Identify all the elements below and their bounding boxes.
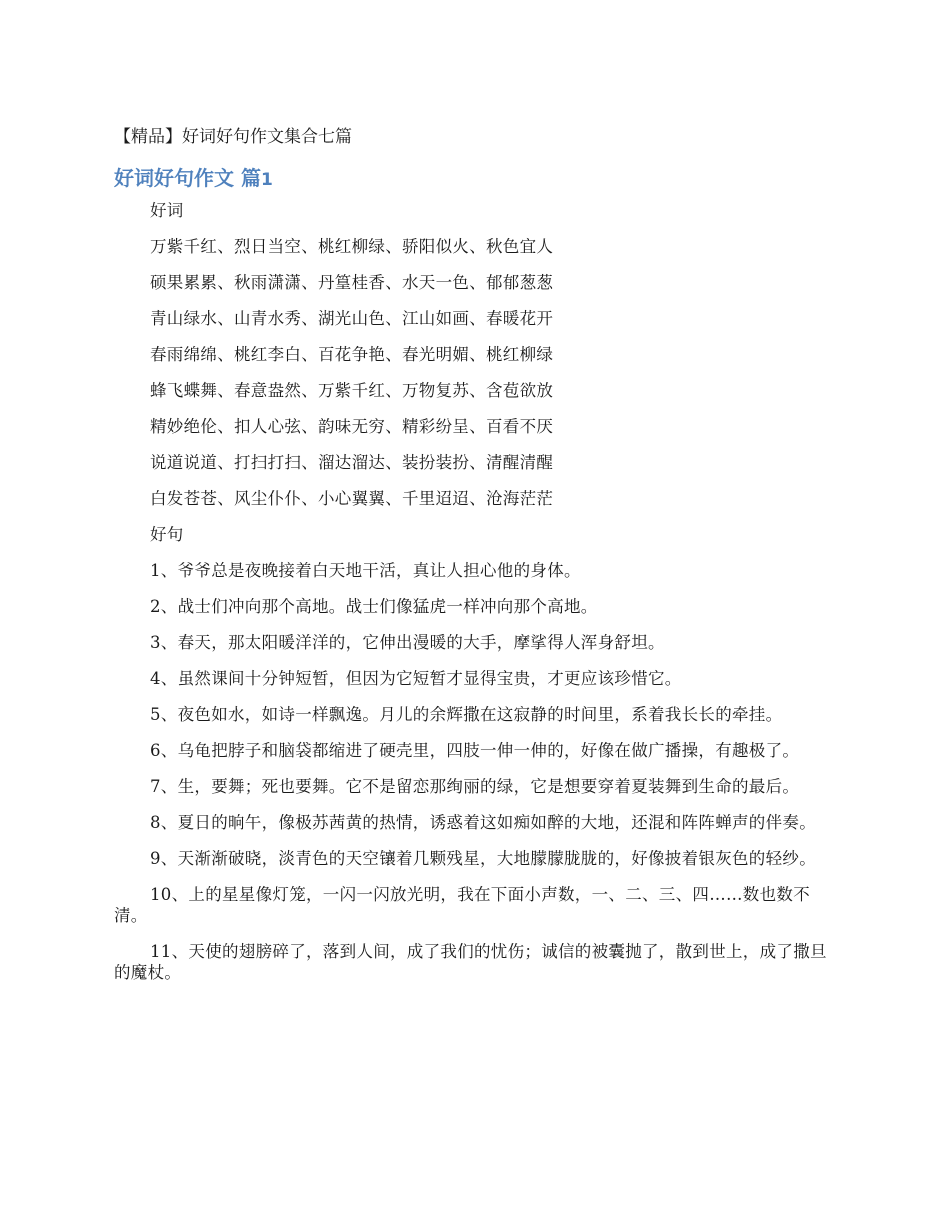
word-list-line: 硕果累累、秋雨潇潇、丹篁桂香、水天一色、郁郁葱葱 xyxy=(150,273,554,292)
sentence-item: 5、夜色如水，如诗一样飘逸。月儿的余辉撒在这寂静的时间里，系着我长长的牵挂。 xyxy=(150,705,783,724)
word-list-line: 春雨绵绵、桃红李白、百花争艳、春光明媚、桃红柳绿 xyxy=(150,345,554,364)
word-list-line: 万紫千红、烈日当空、桃红柳绿、骄阳似火、秋色宜人 xyxy=(150,237,554,256)
sentence-item: 8、夏日的晌午，像极苏茜黄的热情，诱惑着这如痴如醉的大地，还混和阵阵蝉声的伴奏。 xyxy=(150,813,816,832)
word-list-line: 青山绿水、山青水秀、湖光山色、江山如画、春暖花开 xyxy=(150,309,554,328)
section-heading xyxy=(114,164,273,194)
word-list-line: 蜂飞蝶舞、春意盎然、万紫千红、万物复苏、含苞欲放 xyxy=(150,381,554,400)
sentence-item: 11、天使的翅膀碎了，落到人间，成了我们的忧伤；诚信的被囊抛了，散到世上，成了撒旦的魔杖。 xyxy=(114,942,827,982)
sentence-item: 3、春天，那太阳暖洋洋的，它伸出漫暖的大手，摩挲得人浑身舒坦。 xyxy=(150,633,665,652)
sentence-item: 9、天渐渐破晓，淡青色的天空镶着几颗残星，大地朦朦胧胧的，好像披着银灰色的轻纱。 xyxy=(150,849,816,868)
subheading-good-sentences: 好句 xyxy=(150,525,184,544)
word-list-line: 说道说道、打扫打扫、溜达溜达、装扮装扮、清醒清醒 xyxy=(150,453,554,472)
sentence-item: 1、爷爷总是夜晚接着白天地干活，真让人担心他的身体。 xyxy=(150,561,581,580)
document-title: 【精品】好词好句作文集合七篇 xyxy=(114,127,352,147)
sentence-item: 4、虽然课间十分钟短暂，但因为它短暂才显得宝贵，才更应该珍惜它。 xyxy=(150,669,682,688)
section-heading-text: 好词好句作文 篇 xyxy=(114,166,261,190)
sentence-item: 2、战士们冲向那个高地。战士们像猛虎一样冲向那个高地。 xyxy=(150,597,598,616)
sentence-item: 6、乌龟把脖子和脑袋都缩进了硬壳里，四肢一伸一伸的，好像在做广播操，有趣极了。 xyxy=(150,741,800,760)
sentence-item: 10、上的星星像灯笼，一闪一闪放光明，我在下面小声数，一、二、三、四……数也数不清。 xyxy=(114,885,810,925)
subheading-good-words: 好词 xyxy=(150,201,184,220)
sentence-item: 7、生，要舞；死也要舞。它不是留恋那绚丽的绿，它是想要穿着夏装舞到生命的最后。 xyxy=(150,777,800,796)
word-list-line: 精妙绝伦、扣人心弦、韵味无穷、精彩纷呈、百看不厌 xyxy=(150,417,554,436)
word-list-line: 白发苍苍、风尘仆仆、小心翼翼、千里迢迢、沧海茫茫 xyxy=(150,489,554,508)
section-heading-number: 1 xyxy=(260,170,273,190)
document-body xyxy=(114,200,834,998)
